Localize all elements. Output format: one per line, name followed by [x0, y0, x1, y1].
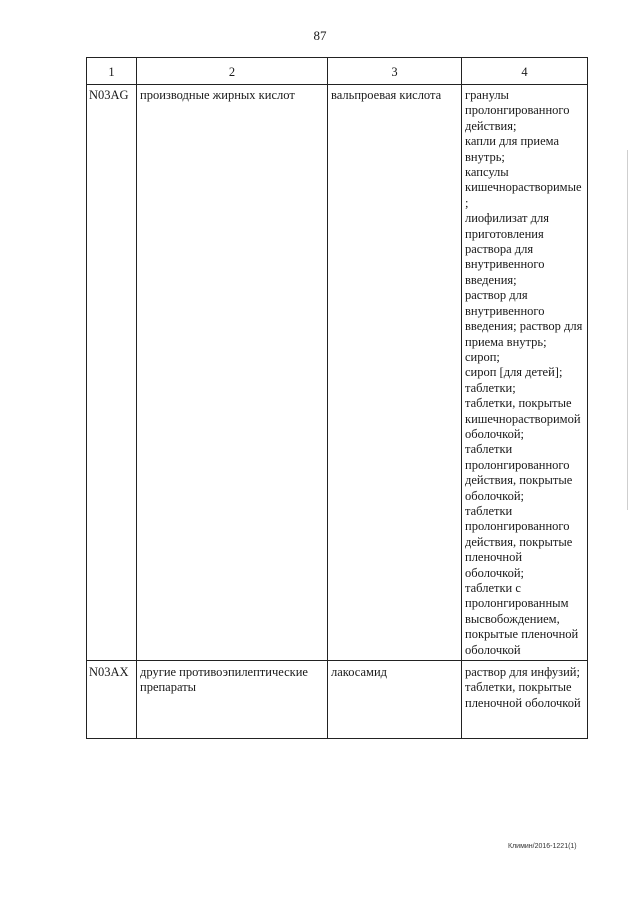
- dosage-form: гранулы пролонгированного действия;: [465, 88, 570, 133]
- header-row: [87, 58, 588, 85]
- drug-name-cell: вальпроевая кислота: [328, 85, 462, 661]
- column-header-3: 3: [328, 58, 462, 85]
- column-header-2: 2: [137, 58, 328, 85]
- dosage-form: сироп [для детей];: [465, 365, 563, 380]
- scan-edge-line: [627, 150, 628, 510]
- dosage-form: таблетки;: [465, 380, 516, 395]
- dosage-form: капсулы кишечнорастворимые;: [465, 165, 582, 210]
- column-header-1: 1: [87, 58, 137, 85]
- dosage-form: таблетки, покрытые пленочной оболочкой: [465, 680, 581, 710]
- dosage-forms-cell: [462, 85, 588, 661]
- atc-code-cell: N03AG: [87, 85, 137, 661]
- table-row: [87, 85, 588, 661]
- dosage-form: раствор для инфузий;: [465, 665, 580, 680]
- dosage-form: сироп;: [465, 349, 500, 364]
- dosage-form: таблетки, покрытые кишечнорастворимой оболочкой;: [465, 396, 581, 441]
- dosage-form: капли для приема внутрь;: [465, 134, 560, 164]
- document-stamp: Климин/2016-1221(1): [508, 843, 577, 850]
- dosage-form: таблетки с пролонгированным высвобождением, покрытые пленочной оболочкой: [465, 581, 579, 657]
- dosage-form: лиофилизат для приготовления раствора для внутривенного введения;: [465, 211, 549, 287]
- dosage-form: таблетки пролонгированного действия, покрытые оболочкой;: [465, 442, 573, 503]
- table-row: [87, 661, 588, 739]
- dosage-forms-cell: [462, 661, 588, 739]
- drug-table: [86, 57, 588, 739]
- page-number: 87: [313, 28, 327, 43]
- drug-name-cell: лакосамид: [328, 661, 462, 739]
- atc-code-cell: N03AX: [87, 661, 137, 739]
- pharmacological-group-cell: производные жирных кислот: [137, 85, 328, 661]
- column-header-4: 4: [462, 58, 588, 85]
- dosage-form: таблетки пролонгированного действия, покрытые пленочной оболочкой;: [465, 503, 573, 580]
- dosage-form: раствор для внутривенного введения; раствор для приема внутрь;: [465, 288, 583, 349]
- pharmacological-group-cell: другие противоэпилептические препараты: [137, 661, 328, 739]
